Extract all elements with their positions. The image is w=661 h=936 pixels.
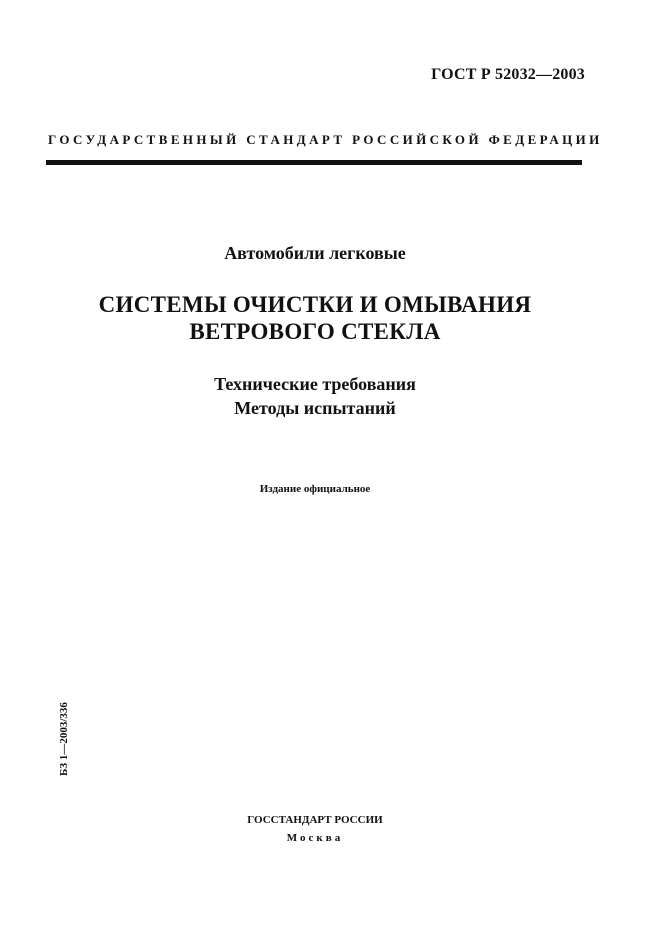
subtitle-line-2: Методы испытаний [234,398,396,418]
publisher-block [0,811,630,847]
subtitle-line-1: Технические требования [214,374,416,394]
main-title [0,291,630,345]
gost-code: ГОСТ Р 52032—2003 [431,66,585,83]
subject-heading: Автомобили легковые [224,243,406,263]
header-rule [46,160,582,165]
main-title-line-1: СИСТЕМЫ ОЧИСТКИ И ОМЫВАНИЯ [98,292,532,317]
main-title-line-2: ВЕТРОВОГО СТЕКЛА [189,319,441,344]
subtitle [0,372,630,420]
state-standard-heading: ГОСУДАРСТВЕННЫЙ СТАНДАРТ РОССИЙСКОЙ ФЕДЕРАЦИИ [48,132,603,147]
publisher-city: Москва [286,832,344,844]
publisher-name: ГОССТАНДАРТ РОССИИ [247,814,383,826]
side-code: БЗ 1—2003/336 [58,702,70,776]
edition-note: Издание официальное [259,483,371,495]
